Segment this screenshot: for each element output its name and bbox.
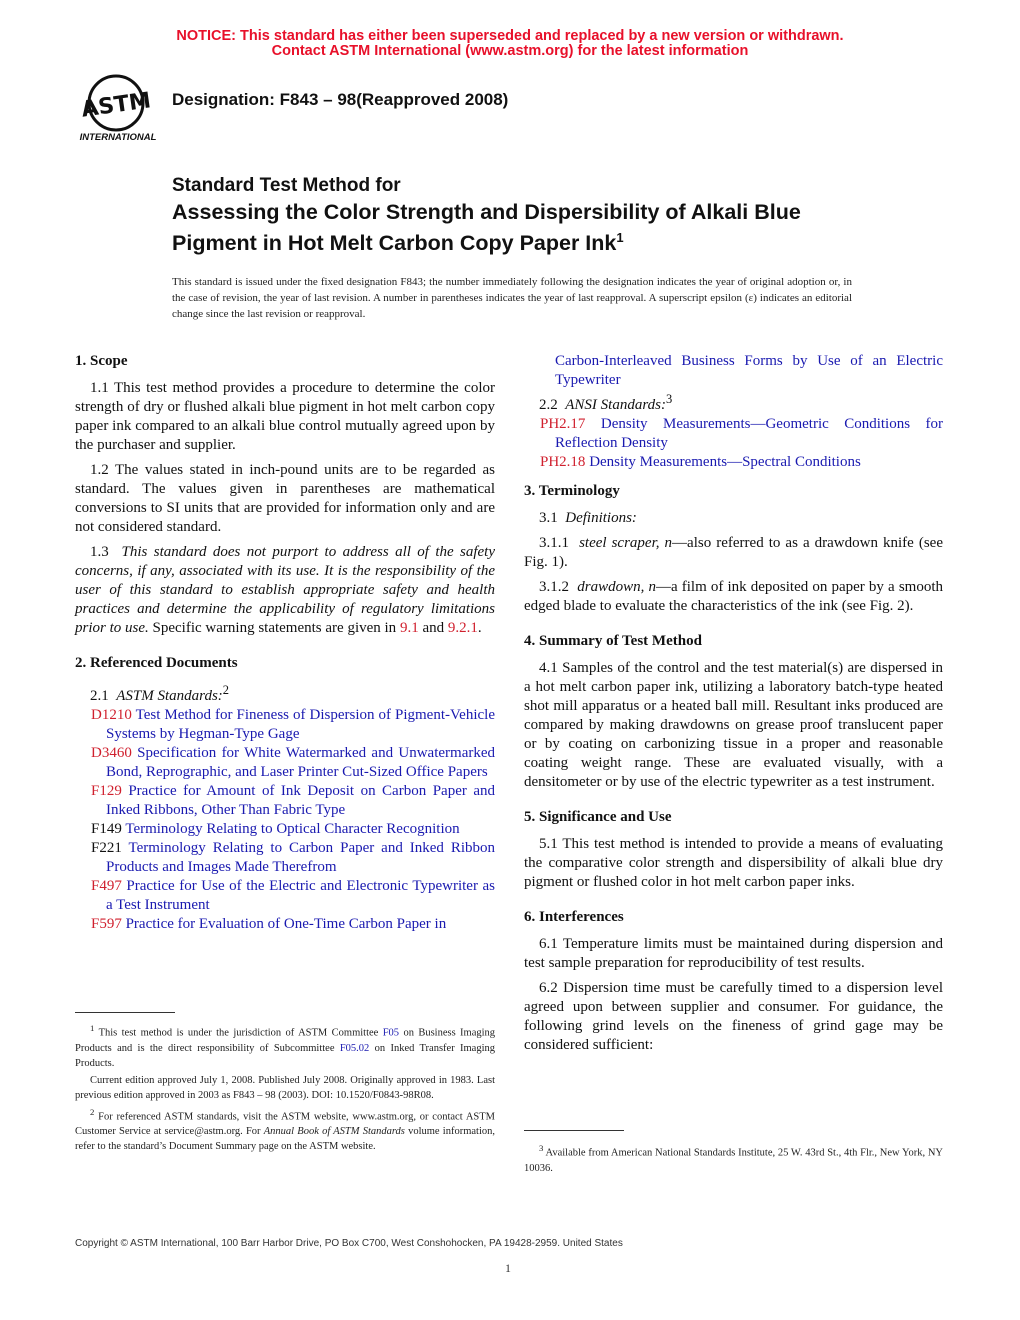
summary-p1: 4.1 Samples of the control and the test material(s) are dispersed in a hot melt carbon paper ink, utilizing a laboratory batch-type heated shot mill apparatus or a heated ball mill. Resultant inks produced are compared by making drawdowns on grease proof translucent paper or by coating on carbonizing tissue in a proper and reasonable coating weight range. These are evaluated visually, with a densitometer or by use of the electric typewriter as a test instrument. bbox=[524, 660, 943, 790]
reference-item[interactable] bbox=[75, 744, 495, 782]
reference-item[interactable] bbox=[75, 915, 495, 934]
reference-title[interactable]: Density Measurements—Geometric Conditions for Reflection Density bbox=[555, 416, 944, 451]
reference-code[interactable]: F149 bbox=[91, 821, 122, 837]
notice-line-2: Contact ASTM International (www.astm.org) for the latest information bbox=[271, 43, 749, 59]
logo-mark: ASTM bbox=[79, 88, 153, 123]
footnotes-right bbox=[524, 1141, 943, 1178]
reference-item[interactable] bbox=[75, 820, 495, 839]
footnote-2: $^2$ For referenced ASTM standards, visit the ASTM website, www.astm.org, or contact ASTM Customer Service at service@astm.org. For Annual Book of ASTM Standards volume information, refer to the standard’s Document Summary page on the ASTM website. bbox=[75, 1106, 496, 1152]
reference-code[interactable]: D3460 bbox=[91, 745, 132, 761]
title-line-1: Standard Test Method for bbox=[172, 175, 401, 196]
reference-title[interactable]: Density Measurements—Spectral Conditions bbox=[589, 454, 861, 470]
f05-link[interactable]: F05 bbox=[382, 1027, 400, 1039]
scope-p2: 1.2 The values stated in inch-pound units are to be regarded as standard. The values given in parentheses are mathematical conversions to SI units that are provided for information only and are not considered standard. bbox=[75, 462, 495, 535]
title-line-2 bbox=[172, 199, 872, 256]
terminology-heading: 3. Terminology bbox=[524, 483, 620, 499]
title-main: Assessing the Color Strength and Dispersibility of Alkali Blue Pigment in Hot Melt Carbon Copy Paper Ink bbox=[172, 200, 801, 256]
f05-02-link[interactable]: F05.02 bbox=[339, 1042, 370, 1054]
footnote-1-edition: Current edition approved July 1, 2008. Published July 2008. Originally approved in 1983. Last previous edition approved in 2003 as F843 – 98 (2003). DOI: 10.1520/F0843-98R08. bbox=[75, 1074, 495, 1101]
scope-heading: 1. Scope bbox=[75, 353, 128, 369]
notice-line-1: NOTICE: This standard has either been superseded and replaced by a new version or withdrawn. bbox=[176, 28, 844, 44]
reference-item[interactable] bbox=[75, 877, 495, 915]
scope-p1: 1.1 This test method provides a procedure to determine the color strength of dry or flushed alkali blue pigment in hot melt carbon copy paper ink compared to an alkali blue control mutually agreed upon by the purchaser and supplier. bbox=[75, 380, 495, 453]
interferences-heading: 6. Interferences bbox=[524, 909, 624, 925]
reference-code[interactable]: PH2.18 bbox=[540, 454, 586, 470]
preamble: This standard is issued under the fixed designation F843; the number immediately following the designation indicates the year of original adoption or, in the case of revision, the year of last revision. A number in parentheses indicates the year of last reapproval. A superscript epsilon (ε) indicates an editorial change since the last revision or reapproval. bbox=[172, 276, 852, 320]
footnote-divider-left bbox=[75, 1012, 175, 1013]
astm-logo-icon bbox=[74, 74, 166, 146]
ansi-standards-label: 2.2 ANSI Standards:$^3$ bbox=[539, 392, 673, 413]
designation: Designation: F843 – 98(Reapproved 2008) bbox=[172, 90, 509, 109]
reference-title[interactable]: Practice for Evaluation of One-Time Carbon Paper in bbox=[125, 916, 447, 932]
title-footnote-mark: 1 bbox=[616, 230, 624, 245]
reference-code[interactable]: D1210 bbox=[91, 707, 132, 723]
reference-list bbox=[75, 706, 495, 934]
reference-item[interactable] bbox=[75, 839, 495, 877]
right-column bbox=[524, 352, 943, 1061]
significance-heading: 5. Significance and Use bbox=[524, 809, 672, 825]
reference-code[interactable]: F497 bbox=[91, 878, 122, 894]
astm-logo bbox=[74, 74, 166, 146]
scope-p3: 1.3 This standard does not purport to address all of the safety concerns, if any, associated with its use. It is the responsibility of the user of this standard to establish appropriate safety and health practices and determine the applicability of regulatory limitations prior to use. Specific warning statements are given in 9.1 and 9.2.1. bbox=[75, 544, 496, 636]
ref-9-1-link[interactable]: 9.1 bbox=[399, 620, 419, 636]
reference-title[interactable]: Specification for White Watermarked and Unwatermarked Bond, Reprographic, and Laser Printer Cut-Sized Office Papers bbox=[106, 745, 496, 780]
logo-text: INTERNATIONAL bbox=[79, 132, 157, 143]
reference-item[interactable] bbox=[75, 782, 495, 820]
definition-drawdown: 3.1.2 drawdown, n—a film of ink deposited on paper by a smooth edged blade to evaluate the characteristics of the ink (see Fig. 2). bbox=[524, 579, 943, 614]
interferences-p1: 6.1 Temperature limits must be maintained during dispersion and test sample preparation for reproducibility of test results. bbox=[524, 936, 943, 971]
reference-title[interactable]: Test Method for Fineness of Dispersion of Pigment-Vehicle Systems by Hegman-Type Gage bbox=[106, 707, 495, 742]
reference-item[interactable] bbox=[524, 415, 943, 453]
left-column bbox=[75, 352, 495, 934]
significance-p1: 5.1 This test method is intended to provide a means of evaluating the comparative color strength and dispersibility of alkali blue dry pigment or flushed color in hot melt carbon paper inks. bbox=[524, 836, 943, 890]
footnotes-left bbox=[75, 1021, 495, 1156]
reference-continued[interactable]: Carbon-Interleaved Business Forms by Use of an Electric Typewriter bbox=[555, 353, 943, 388]
ref-9-2-1-link[interactable]: 9.2.1 bbox=[447, 620, 478, 636]
reference-title[interactable]: Terminology Relating to Optical Character Recognition bbox=[125, 821, 460, 837]
reference-code[interactable]: F129 bbox=[91, 783, 122, 799]
reference-title[interactable]: Terminology Relating to Carbon Paper and Inked Ribbon Products and Images Made Therefrom bbox=[106, 840, 495, 875]
reference-code[interactable]: PH2.17 bbox=[540, 416, 586, 432]
footnote-3: $^3$ Available from American National Standards Institute, 25 W. 43rd St., 4th Flr., New York, NY 10036. bbox=[524, 1143, 943, 1174]
reference-title[interactable]: Practice for Amount of Ink Deposit on Carbon Paper and Inked Ribbons, Other Than Fabric Type bbox=[106, 783, 495, 818]
referenced-heading: 2. Referenced Documents bbox=[75, 655, 238, 671]
interferences-p2: 6.2 Dispersion time must be carefully timed to a dispersion level agreed upon between supplier and consumer. For guidance, the following grind levels on the fineness of grind gage may be considered sufficient: bbox=[524, 980, 943, 1053]
copyright: Copyright © ASTM International, 100 Barr Harbor Drive, PO Box C700, West Conshohocken, PA 19428-2959. United States bbox=[75, 1238, 623, 1249]
astm-standards-label: 2.1 ASTM Standards:$^2$ bbox=[90, 683, 230, 704]
summary-heading: 4. Summary of Test Method bbox=[524, 633, 702, 649]
reference-item[interactable] bbox=[75, 706, 495, 744]
reference-title[interactable]: Practice for Use of the Electric and Electronic Typewriter as a Test Instrument bbox=[106, 878, 495, 913]
page-number: 1 bbox=[505, 1261, 511, 1275]
reference-code[interactable]: F597 bbox=[91, 916, 122, 932]
footnote-divider-right bbox=[524, 1130, 624, 1131]
definitions-label: 3.1 Definitions: bbox=[539, 510, 637, 526]
definition-steel-scraper: 3.1.1 steel scraper, n—also referred to as a drawdown knife (see Fig. 1). bbox=[524, 535, 943, 570]
reference-item[interactable] bbox=[524, 453, 943, 472]
footnote-1: $^1$ This test method is under the jurisdiction of ASTM Committee F05 on Business Imaging Products and is the direct responsibility of Subcommittee F05.02 on Inked Transfer Imaging Products. bbox=[75, 1023, 496, 1069]
ansi-reference-list bbox=[524, 415, 943, 472]
reference-code[interactable]: F221 bbox=[91, 840, 122, 856]
